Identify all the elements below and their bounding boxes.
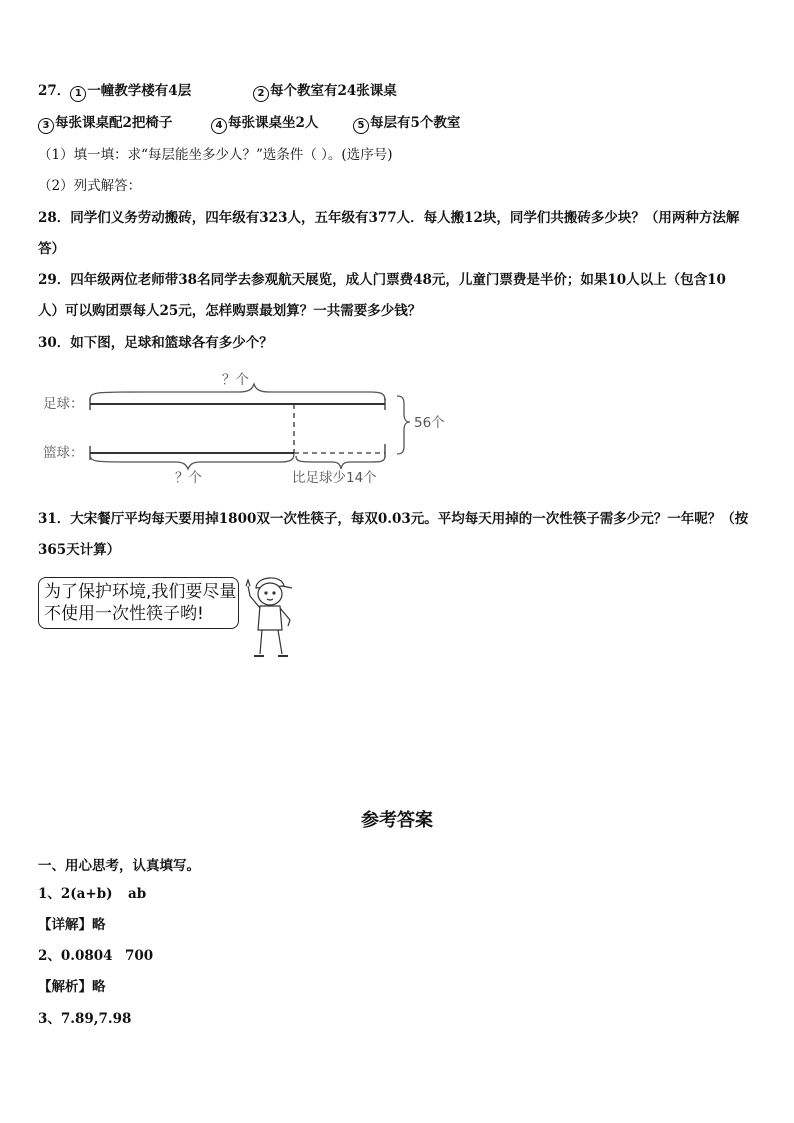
- total-label: 56个: [414, 415, 445, 431]
- q27-line2: [38, 114, 538, 134]
- answer-1-note: 【详解】略: [38, 917, 106, 933]
- answer-2: [38, 947, 154, 965]
- eye-left: [265, 592, 267, 594]
- q30-text: 30．如下图，足球和篮球各有多少个？: [38, 335, 273, 351]
- bottom-right-brace: [296, 456, 385, 469]
- difference-label: 比足球少14个: [292, 470, 377, 486]
- q27-option-4: [211, 114, 318, 134]
- circled-number-4: 4: [211, 118, 227, 134]
- bottom-left-brace: [90, 454, 294, 469]
- q31-line2: 365天计算）: [38, 542, 121, 558]
- answer-1-part-a: 1、2(a+b): [38, 886, 113, 902]
- q27-option-5-text: 每层有5个教室: [370, 115, 461, 131]
- q27-sub2: （2）列式解答：: [38, 178, 142, 194]
- speech-bubble-line2: 不使用一次性筷子哟!: [44, 604, 204, 624]
- answer-1-part-b: ab: [128, 886, 147, 902]
- q27-option-1: [70, 82, 191, 102]
- q31-line1: 31．大宋餐厅平均每天要用掉1800双一次性筷子，每双0.03元。平均每天用掉的一次性筷子需多少元？一年呢？（按: [38, 511, 749, 527]
- q28-line2: 答）: [38, 241, 65, 257]
- answer-2-part-b: 700: [125, 948, 154, 964]
- circled-number-5: 5: [353, 118, 369, 134]
- answers-section-heading: 一、用心思考，认真填写。: [38, 858, 200, 874]
- q27-number: 27．: [38, 83, 71, 99]
- legs: [260, 630, 282, 654]
- boy-head: [258, 583, 282, 605]
- q27-option-4-text: 每张课桌坐2人: [228, 115, 319, 131]
- q27-option-3-text: 每张课桌配2把椅子: [55, 115, 173, 131]
- answer-1: [38, 885, 147, 903]
- circled-number-2: 2: [253, 86, 269, 102]
- q29-line1: 29．四年级两位老师带38名同学去参观航天展览，成人门票费48元，儿童门票费是半价；如果10人以上（包含10: [38, 272, 726, 288]
- line-segment-diagram: [40, 366, 460, 496]
- q29-line2: 人）可以购团票每人25元，怎样购票最划算？一共需要多少钱？: [38, 303, 422, 319]
- q28-line1: 28．同学们义务劳动搬砖，四年级有323人，五年级有377人．每人搬12块，同学们共搬砖多少块？（用两种方法解: [38, 210, 740, 226]
- answers-title: 参考答案: [361, 810, 433, 831]
- answer-2-note: 【解析】略: [38, 979, 106, 995]
- circled-number-3: 3: [38, 118, 54, 134]
- q27-option-2: [253, 82, 397, 102]
- q27-sub1: （1）填一填：求“每层能坐多少人？”选条件（ ）。(选序号): [38, 147, 393, 163]
- speech-bubble: [38, 577, 239, 629]
- top-unknown-label: ？个: [222, 372, 249, 388]
- q27-option-5: [353, 114, 460, 134]
- basketball-label: 篮球：: [43, 445, 84, 461]
- eye-right: [273, 592, 275, 594]
- q27-option-2-text: 每个教室有24张课桌: [270, 83, 397, 99]
- q27-option-1-text: 一幢教学楼有4层: [87, 83, 192, 99]
- football-label: 足球：: [43, 396, 84, 412]
- answer-3: 3、7.89,7.98: [38, 1011, 132, 1027]
- boy-shirt: [258, 606, 282, 630]
- right-brace: [397, 396, 410, 454]
- bottom-unknown-label: ？个: [175, 470, 202, 486]
- answer-2-part-a: 2、0.0804: [38, 948, 113, 964]
- finger: [246, 580, 250, 586]
- q27-option-3: [38, 114, 172, 134]
- boy-illustration: [238, 570, 308, 662]
- cap-brim: [282, 586, 292, 588]
- speech-bubble-line1: 为了保护环境,我们要尽量: [44, 582, 237, 602]
- circled-number-1: 1: [70, 86, 86, 102]
- q27-line1: [38, 82, 397, 102]
